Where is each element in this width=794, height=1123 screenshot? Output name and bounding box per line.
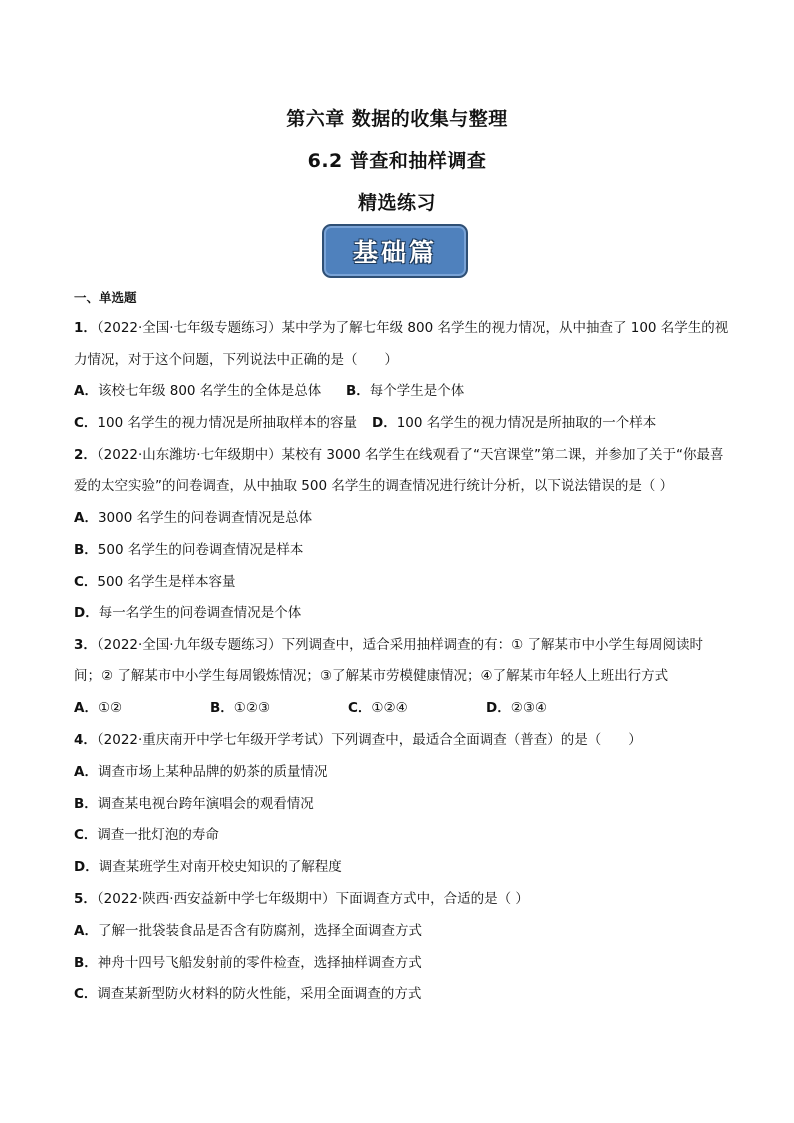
question-1-option-a: A．该校七年级 800 名学生的全体是总体 — [74, 383, 322, 399]
question-5-option-a: A．了解一批袋装食品是否含有防腐剂，选择全面调查方式 — [74, 923, 422, 939]
question-2-option-c: C．500 名学生是样本容量 — [74, 574, 236, 590]
question-4-option-c: C．调查一批灯泡的寿命 — [74, 827, 219, 843]
question-1-option-d: D．100 名学生的视力情况是所抽取的一个样本 — [372, 415, 657, 431]
question-1-line-2: 力情况，对于这个问题，下列说法中正确的是（ ） — [74, 352, 398, 368]
question-2-option-b: B．500 名学生的问卷调查情况是样本 — [74, 542, 304, 558]
question-4-option-a: A．调查市场上某种品牌的奶茶的质量情况 — [74, 764, 328, 780]
question-2-line-1 — [74, 443, 724, 463]
question-5-number: 5． — [74, 891, 97, 907]
question-4-option-d: D．调查某班学生对南开校史知识的了解程度 — [74, 859, 342, 875]
question-5-stem-1: （2022·陕西·西安益新中学七年级期中）下面调查方式中，合适的是（ ） — [96, 891, 529, 907]
question-2-number: 2． — [74, 447, 97, 463]
question-1-option-b: B．每个学生是个体 — [346, 383, 465, 399]
question-4-number: 4． — [74, 732, 97, 748]
question-4-stem-1: （2022·重庆南开中学七年级开学考试）下列调查中，最适合全面调查（普查）的是（ ） — [96, 732, 642, 748]
question-1-number: 1． — [74, 320, 97, 336]
question-5-option-c: C．调查某新型防火材料的防火性能，采用全面调查的方式 — [74, 986, 422, 1002]
question-1-stem-1: （2022·全国·七年级专题练习）某中学为了解七年级 800 名学生的视力情况，从中抽查了 100 名学生的视 — [96, 320, 729, 336]
sub-title: 精选练习 — [357, 192, 436, 214]
question-1-options-row-1 — [74, 379, 464, 399]
question-4-option-b: B．调查某电视台跨年演唱会的观看情况 — [74, 796, 314, 812]
section-heading: 一、单选题 — [74, 290, 137, 305]
question-2-option-d: D．每一名学生的问卷调查情况是个体 — [74, 605, 302, 621]
question-1-line-1 — [74, 316, 728, 336]
question-3-line-1 — [74, 633, 703, 653]
question-3-option-a: A．①② — [74, 700, 123, 716]
question-1-option-c: C．100 名学生的视力情况是所抽取样本的容量 — [74, 415, 357, 431]
question-2-option-a: A．3000 名学生的问卷调查情况是总体 — [74, 510, 313, 526]
question-3-line-2: 间；② 了解某市中小学生每周锻炼情况；③了解某市劳模健康情况；④了解某市年轻人上班出行方式 — [74, 668, 669, 684]
question-3-option-b: B．①②③ — [210, 700, 271, 716]
level-badge-text: 基础篇 — [352, 238, 437, 267]
question-3-stem-1: （2022·全国·九年级专题练习）下列调查中，适合采用抽样调查的有：① 了解某市中小学生每周阅读时 — [96, 637, 703, 653]
chapter-title: 第六章 数据的收集与整理 — [286, 108, 508, 130]
question-2-stem-1: （2022·山东潍坊·七年级期中）某校有 3000 名学生在线观看了“天宫课堂”第二课，并参加了关于“你最喜 — [96, 447, 724, 463]
question-3-option-c: C．①②④ — [348, 700, 408, 716]
question-1-options-row-2 — [74, 411, 656, 431]
question-4-line-1 — [74, 728, 642, 748]
question-3-options-row — [74, 696, 547, 716]
level-badge — [322, 224, 468, 278]
question-3-option-d: D．②③④ — [486, 700, 548, 716]
question-5-option-b: B．神舟十四号飞船发射前的零件检查，选择抽样调查方式 — [74, 955, 422, 971]
question-2-line-2: 爱的太空实验”的问卷调查，从中抽取 500 名学生的调查情况进行统计分析，以下说法错误的是（ ） — [74, 478, 674, 494]
question-5-line-1 — [74, 887, 529, 907]
section-title: 6.2 普查和抽样调查 — [307, 150, 487, 172]
question-3-number: 3． — [74, 637, 97, 653]
